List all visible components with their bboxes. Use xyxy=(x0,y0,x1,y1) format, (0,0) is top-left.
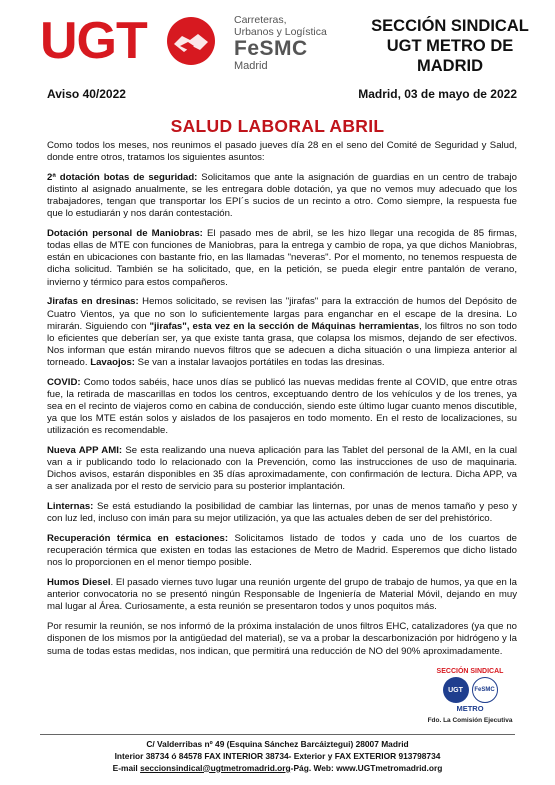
text: Solicitamos listado de todos y cada uno de los cuartos de recuperación térmica que existen en todas las estaciones de Metro de Madrid. Esperemos que dicho listado nos lo proporcionen en el menor tiempo posible. xyxy=(47,533,517,569)
fesmc-label: FeSMC xyxy=(234,37,308,60)
letterhead xyxy=(40,10,529,80)
section-line-2: UGT METRO DE MADRID xyxy=(386,37,514,75)
paragraph-diesel-fumes xyxy=(47,577,517,613)
notice-number: Aviso 40/2022 xyxy=(47,87,126,101)
email-prefix: E-mail xyxy=(112,762,141,773)
footer-divider xyxy=(40,734,515,735)
ugt-badge-icon: UGT xyxy=(443,677,469,703)
text: Hemos solicitado, se revisen las "jirafas" para la extracción de humos del Depósito de Cuatro Vientos, ya que no son lo suficientemente largas para enganchar en el escape de la dresina. Lo mirarán. Siguiendo con xyxy=(47,296,517,332)
federation-name xyxy=(234,14,327,72)
ugt-logo: UGT xyxy=(40,12,147,70)
paragraph-closing: Por resumir la reunión, se nos informó de la próxima instalación de unos filtros EHC, catalizadores (ya que no disponen de los mismos por la antigüedad del material), se va a probar la descarbonización por hidrógeno y la suma de todas estas medidas, nos indican, que permitirá una reducción de NO del 90% aproximadamente. xyxy=(47,621,517,657)
label: Dotación personal de Maniobras: xyxy=(47,228,203,240)
label: Nueva APP AMI: xyxy=(47,445,123,457)
document-body xyxy=(47,140,517,665)
text: Solicitamos que ante la asignación de guardias en un centro de trabajo distinto al asignado anualmente, se les entregara doble dotación, ya que no vemos muy adecuado que los trabajadores, tengan que transportar los EPI´s sucios de un recinto a otro. Como siempre, la respuesta fue que lo estudiarán y nos darán contestación. xyxy=(47,171,517,220)
label: COVID: xyxy=(47,376,81,388)
handshake-emblem-icon xyxy=(166,16,216,66)
text: Como todos sabéis, hace unos días se publicó las nuevas medidas frente al COVID, que entre otras fue, la retirada de mascarillas en todos los centros, exceptuando dentro de los vehículos y de los trenes, ya sea en el recinto de viajeros como en cabina de conducción, siendo este último lugar cuanto menos discutible, ya que los MTE están solos y aislados de los pasajeros en todo momento. En el resto de localizaciones, su utilización es recomendable. xyxy=(47,376,517,437)
web-link[interactable]: www.UGTmetromadrid.org xyxy=(336,762,443,773)
footer xyxy=(0,739,555,774)
footer-contact xyxy=(0,763,555,775)
footer-phones: Interior 38734 ó 84578 FAX INTERIOR 38734- Exterior y FAX EXTERIOR 913798734 xyxy=(114,750,441,761)
label: 2ª dotación botas de seguridad: xyxy=(47,171,198,183)
bold-text: "jirafas", esta vez en la sección de Máquinas herramientas xyxy=(149,320,420,332)
paragraph-maneuvers-clothing xyxy=(47,228,517,288)
fesmc-badge-icon: FeSMC xyxy=(472,677,498,703)
stamp-section: SECCIÓN SINDICAL xyxy=(436,668,504,675)
email-link[interactable]: seccionsindical@ugtmetromadrid.org xyxy=(140,762,291,773)
notice-date: Madrid, 03 de mayo de 2022 xyxy=(358,87,517,101)
org-line-1: Carreteras, xyxy=(234,14,287,26)
text: Se está estudiando la posibilidad de cambiar las linternas, por unas de menos tamaño y peso y con luz led, incluso con imán para su mejor utilización, ya que las actuales deben de ser del prehistórico. xyxy=(47,501,517,525)
footer-address: C/ Valderribas nº 49 (Esquina Sánchez Barcáiztegui) 28007 Madrid xyxy=(146,739,409,749)
text: . El pasado viernes tuvo lugar una reunión urgente del grupo de trabajo de humos, ya que en la anterior convocatoria no se presentó ningún Responsable de Ingeniería de Material Móvil, dejando en muy mal lugar al Área. Curiosamente, a esta reunión se presentaron todos y unos poquitos más. xyxy=(47,577,517,613)
document-title: SALUD LABORAL ABRIL xyxy=(170,116,385,136)
section-line-1: SECCIÓN SINDICAL xyxy=(371,17,529,35)
paragraph-app-ami xyxy=(47,445,517,493)
org-city: Madrid xyxy=(234,60,268,72)
paragraph-jirafas xyxy=(47,296,517,369)
paragraph-flashlights xyxy=(47,501,517,525)
section-title xyxy=(355,16,545,76)
paragraph-covid xyxy=(47,377,517,437)
paragraph-safety-boots xyxy=(47,172,517,220)
stamp-metro: METRO xyxy=(456,704,484,713)
label: Lavaojos: xyxy=(90,356,136,368)
stamp-logos xyxy=(420,677,520,703)
text: El pasado mes de abril, se les hizo llegar una recogida de 85 firmas, todas ellas de MTE con funciones de Maniobras, para la entrega y cambio de ropa, ya que dichos Maniobras, están en ubicaciones con bastante frio, en las llamadas "neveras". Por el momento, no tenemos respuesta de dicha solicitud. También se ha solicitado, que, en la petición, se pueda elegir entre pantalón de verano, invierno y térmico para estos compañeros. xyxy=(47,228,517,288)
label: Recuperación térmica en estaciones: xyxy=(47,533,229,545)
web-prefix: -Pág. Web: xyxy=(290,762,337,773)
paragraph-intro: Como todos los meses, nos reunimos el pasado jueves día 28 en el seno del Comité de Seguridad y Salud, donde entre otros, tratamos los siguientes asuntos: xyxy=(47,140,517,164)
org-line-2: Urbanos y Logística xyxy=(234,26,327,38)
text: , los filtros no son todo lo eficientes que deberían ser, ya que existe tanta grasa, que colapsa los mismos, dejando de ser efectivos. Nos informan que están mirando nuevos filtros que se adecuen a dicha situación o una limpieza anterior al torneado. xyxy=(47,320,517,368)
label: Humos Diesel xyxy=(47,577,111,589)
label: Linternas: xyxy=(47,501,94,513)
text: Se esta realizando una nueva aplicación para las Tablet del personal de la AMI, en la cual van a ir publicando todo lo relacionado con la Prevención, como las instrucciones de uso de maquinaria. Dichos avisos, estarán disponibles en 35 días aproximadamente, con confirmación de lectura. Dicha APP, va a ser analizada por el resto de servicio para su posterior implantación. xyxy=(47,445,518,493)
signature: Fdo. La Comisión Ejecutiva xyxy=(427,717,513,724)
label: Jirafas en dresinas: xyxy=(47,296,139,308)
paragraph-thermal-recovery xyxy=(47,533,517,569)
union-stamp xyxy=(420,668,520,724)
text: Se van a instalar lavaojos portátiles en todas las dresinas. xyxy=(135,356,385,368)
